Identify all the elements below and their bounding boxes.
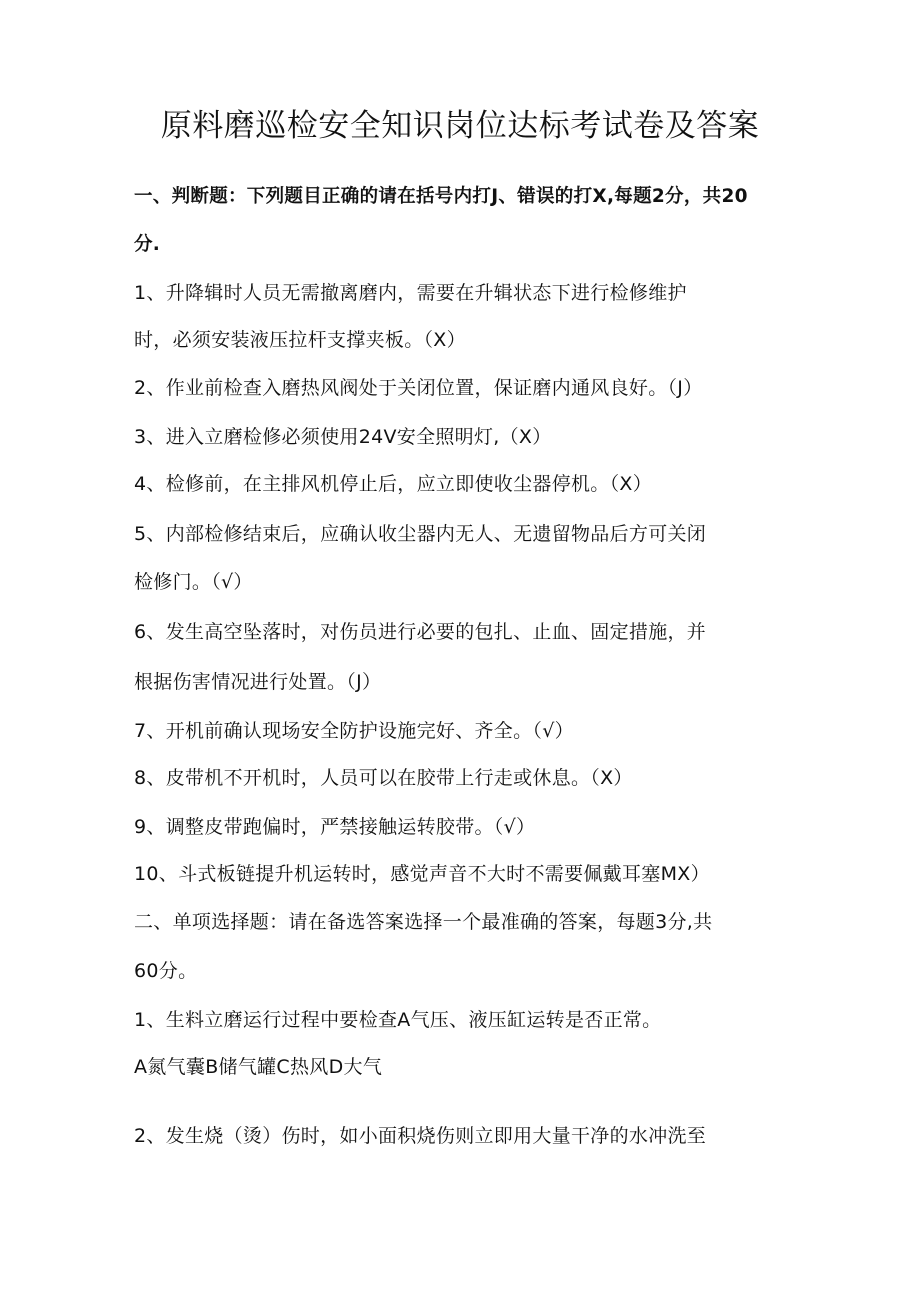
section-2-header: 二、单项选择题：请在备选答案选择一个最准确的答案，每题3分,共: [134, 911, 713, 933]
judgement-item-6: 6、发生高空坠落时，对伤员进行必要的包扎、止血、固定措施，并: [134, 621, 707, 643]
judgement-item-2: 2、作业前检查入磨热风阀处于关闭位置，保证磨内通风良好。（J）: [134, 377, 703, 399]
judgement-item-7: 7、开机前确认现场安全防护设施完好、齐全。（√）: [134, 720, 574, 742]
choice-item-2: 2、发生烧（烫）伤时，如小面积烧伤则立即用大量干净的水冲洗至: [134, 1125, 707, 1147]
judgement-item-1: 1、升降辑时人员无需撤离磨内，需要在升辑状态下进行检修维护: [134, 282, 687, 304]
judgement-item-3: 3、进入立磨检修必须使用24V安全照明灯,（X）: [134, 426, 552, 448]
judgement-item-6-cont: 根据伤害情况进行处置。（J）: [134, 671, 382, 693]
judgement-item-1-cont: 时，必须安装液压拉杆支撑夹板。（X）: [134, 329, 466, 351]
judgement-item-5-cont: 检修门。（√）: [134, 571, 253, 593]
section-1-header-cont: 分.: [134, 234, 161, 255]
section-2-header-cont: 60分。: [134, 960, 198, 982]
judgement-item-5: 5、内部检修结束后，应确认收尘器内无人、无遗留物品后方可关闭: [134, 523, 707, 545]
judgement-item-9: 9、调整皮带跑偏时，严禁接触运转胶带。（√）: [134, 816, 536, 838]
judgement-item-4: 4、检修前，在主排风机停止后，应立即使收尘器停机。（X）: [134, 473, 653, 495]
choice-item-1: 1、生料立磨运行过程中要检查A气压、液压缸运转是否正常。: [134, 1009, 662, 1031]
document-title: 原料磨巡检安全知识岗位达标考试卷及答案: [160, 108, 760, 144]
judgement-item-8: 8、皮带机不开机时，人员可以在胶带上行走或休息。（X）: [134, 767, 633, 789]
choice-item-1-options: A氮气囊B储气罐C热风D大气: [134, 1056, 383, 1078]
judgement-item-10: 10、斗式板链提升机运转时，感觉声音不大时不需要佩戴耳塞MX）: [134, 863, 710, 885]
section-1-header: 一、判断题：下列题目正确的请在括号内打J、错误的打X,每题2分，共20: [134, 186, 748, 207]
